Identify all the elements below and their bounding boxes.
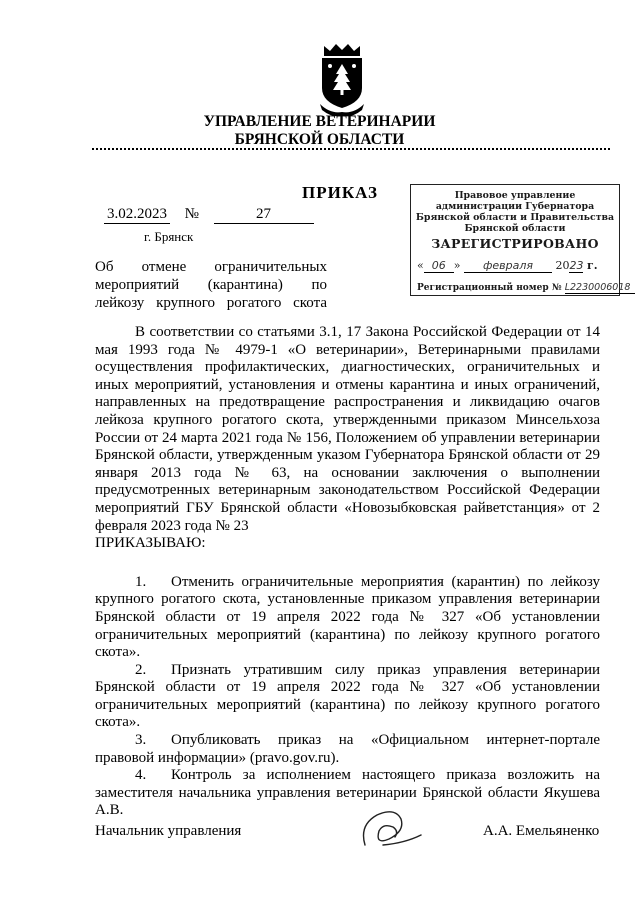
order-item-text: Опубликовать приказ на «Официальном интернет-портале правовой информации» (pravo.gov.ru).: [95, 732, 600, 766]
order-item-3: [95, 732, 600, 767]
stamp-year-prefix: 20: [555, 259, 570, 272]
stamp-year-suffix: 23: [569, 259, 584, 272]
order-number: 27: [214, 206, 314, 224]
order-item-4: [95, 767, 600, 820]
order-item-number: 1.: [135, 573, 147, 590]
organization-name-line1: УПРАВЛЕНИЕ ВЕТЕРИНАРИИ: [203, 113, 436, 130]
order-item-number: 3.: [135, 732, 147, 749]
order-subject-text: Об отмене ограничительных мероприятий (карантина) по лейкозу крупного рогатого скота: [95, 259, 327, 311]
order-body: [95, 324, 600, 820]
order-city: г. Брянск: [144, 229, 194, 244]
preamble: В соответствии со статьями 3.1, 17 Закона Российской Федерации от 14 мая 1993 года № 4979-1 «О ветеринарии», Ветеринарными правилами осуществления профилактических, диагностических, ограничительных и иных мероприятий, установления и отмены карантина и иных ограничений, направленных на предотвращение распространения и ликвидацию очагов лейкоза крупного рогатого скота, утвержденными приказом Минсельхоза России от 24 марта 2021 года № 156, Положением об управлении ветеринарии Брянской области, утвержденным указом Губернатора Брянской области от 29 января 2013 года № 63, на основании заключения о выполнении предусмотренных ветеринарным законодательством Российской Федерации мероприятий ГБУ Брянской области «Новозыбковская райветстанция» от 2 февраля 2023 года № 23: [95, 324, 600, 534]
order-item-1: [95, 574, 600, 662]
order-item-2: [95, 662, 600, 732]
stamp-reg-number: L2230006018: [565, 282, 635, 294]
order-subject: [95, 258, 327, 312]
document-title: ПРИКАЗ: [302, 183, 378, 202]
stamp-line4: Брянской области: [464, 223, 566, 234]
order-item-text: Контроль за исполнением настоящего приказа возложить на заместителя начальника управления ветеринарии Брянской области Якушева А.В.: [95, 767, 600, 819]
stamp-line2: администрации Губернатора: [435, 201, 595, 212]
command: ПРИКАЗЫВАЮ:: [95, 535, 206, 552]
stamp-date: « 06 » февраля 2023 г.: [417, 259, 598, 272]
registration-stamp: [410, 184, 631, 296]
organization-name-line2: БРЯНСКОЙ ОБЛАСТИ: [234, 131, 405, 148]
stamp-registration: [417, 282, 631, 294]
stamp-line3: Брянской области и Правительства: [415, 212, 615, 223]
coat-of-arms-icon: [318, 42, 366, 118]
signatory-name: А.А. Емельяненко: [483, 823, 600, 839]
stamp-month: февраля: [464, 259, 552, 273]
stamp-day: 06: [424, 259, 454, 273]
order-date: 3.02.2023: [104, 206, 170, 224]
stamp-year-label: г.: [586, 259, 598, 272]
signatory-position: Начальник управления: [95, 823, 242, 839]
order-item-text: Признать утратившим силу приказ управления ветеринарии Брянской области от 19 апреля 2022 года № 327 «Об установлении ограничительных мероприятий (карантина) по лейкозу крупного рогатого скота».: [95, 661, 600, 731]
stamp-status: ЗАРЕГИСТРИРОВАНО: [431, 236, 599, 251]
header-divider: [92, 148, 610, 150]
order-item-number: 2.: [135, 661, 147, 678]
handwritten-signature-icon: [355, 805, 425, 853]
order-item-text: Отменить ограничительные мероприятия (карантин) по лейкозу крупного рогатого скота, установленные приказом управления ветеринарии Брянской области от 19 апреля 2022 года № 327 «Об установлении ограничительных мероприятий (карантина) по лейкозу крупного рогатого скота».: [95, 573, 600, 661]
order-date-number-row: [104, 206, 314, 224]
number-sign: №: [184, 206, 199, 222]
stamp-line1: Правовое управление: [454, 190, 576, 201]
order-item-number: 4.: [135, 767, 147, 784]
stamp-reg-label: Регистрационный номер №: [417, 283, 562, 293]
